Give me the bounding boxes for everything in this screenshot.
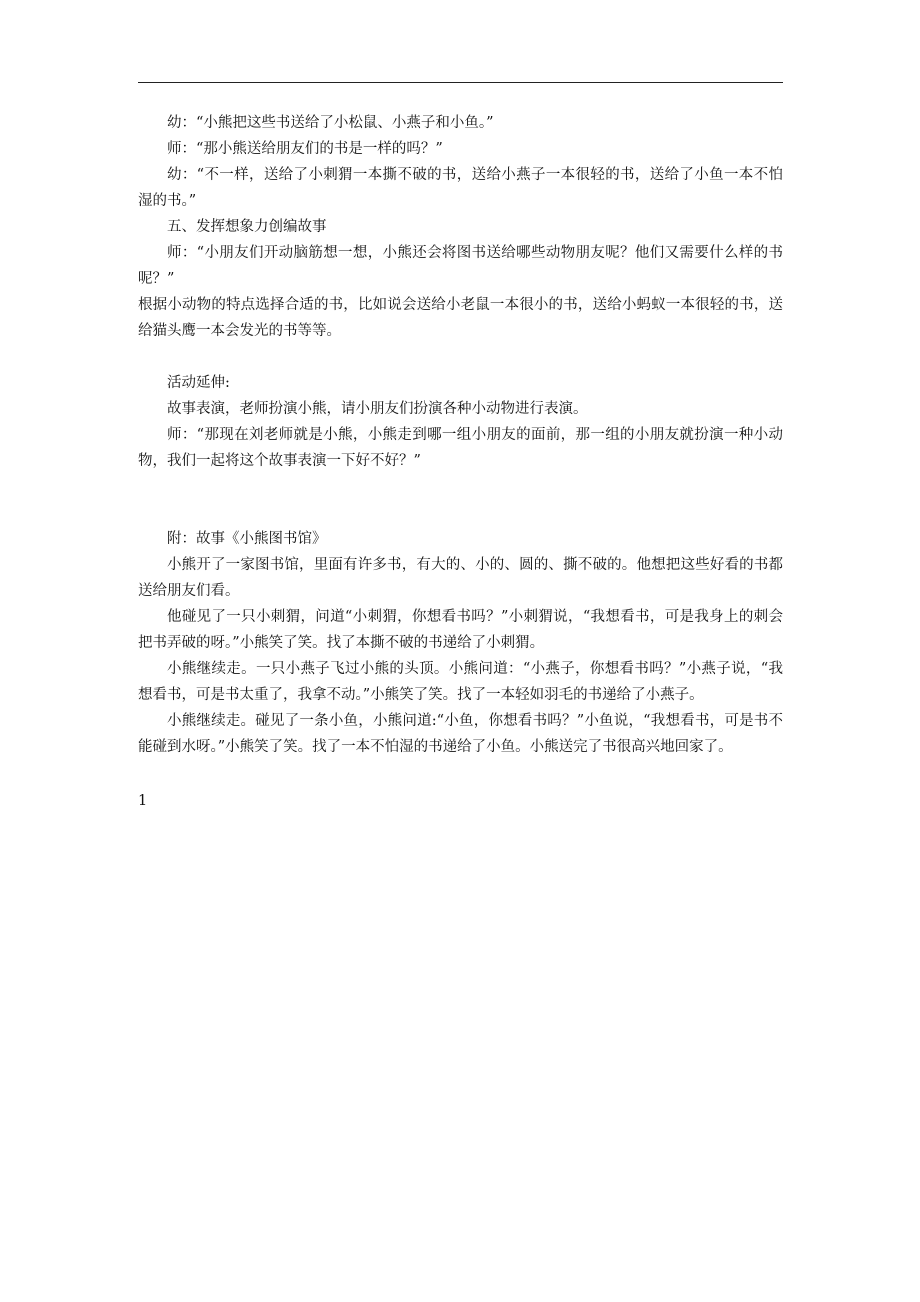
dialogue-teacher-1: 师：“那小熊送给朋友们的书是一样的吗？” xyxy=(167,141,443,157)
extension-heading: 活动延伸: xyxy=(167,375,230,391)
spacer xyxy=(138,474,783,526)
story-paragraph: 他碰见了一只小刺猬，问道“小刺猬，你想看书吗？”小刺猬说，“我想看书，可是我身上的刺会把书弄破的呀。”小熊笑了笑。找了本撕不破的书递给了小刺猬。 xyxy=(138,609,783,651)
section-heading-5: 五、发挥想象力创编故事 xyxy=(167,219,327,235)
activity-note: 根据小动物的特点选择合适的书，比如说会送给小老鼠一本很小的书，送给小蚂蚁一本很轻的书，送给猫头鹰一本会发光的书等等。 xyxy=(138,297,783,339)
extension-description: 故事表演，老师扮演小熊，请小朋友们扮演各种小动物进行表演。 xyxy=(167,401,588,417)
story-paragraph: 小熊继续走。一只小燕子飞过小熊的头顶。小熊问道：“小燕子，你想看书吗？”小燕子说，“我想看书，可是书太重了，我拿不动。”小熊笑了笑。找了一本轻如羽毛的书递给了小燕子。 xyxy=(138,661,783,703)
page-number: 1 xyxy=(138,793,148,809)
story-paragraph: 小熊开了一家图书馆，里面有许多书，有大的、小的、圆的、撕不破的。他想把这些好看的书都送给朋友们看。 xyxy=(138,557,783,599)
document-body xyxy=(138,110,783,760)
dialogue-teacher-2: 师：“小朋友们开动脑筋想一想，小熊还会将图书送给哪些动物朋友呢？他们又需要什么样的书呢？” xyxy=(138,245,783,287)
header-rule xyxy=(138,82,783,83)
dialogue-teacher-3: 师：“那现在刘老师就是小熊，小熊走到哪一组小朋友的面前，那一组的小朋友就扮演一种小动物，我们一起将这个故事表演一下好不好？” xyxy=(138,427,783,469)
spacer xyxy=(138,344,783,370)
appendix-heading: 附：故事《小熊图书馆》 xyxy=(167,531,327,547)
dialogue-child-2: 幼：“不一样，送给了小刺猬一本撕不破的书，送给小燕子一本很轻的书，送给了小鱼一本不怕湿的书。” xyxy=(138,167,783,209)
dialogue-child-1: 幼：“小熊把这些书送给了小松鼠、小燕子和小鱼。” xyxy=(167,115,494,131)
story-paragraph: 小熊继续走。碰见了一条小鱼，小熊问道:“小鱼，你想看书吗？”小鱼说，“我想看书，可是书不能碰到水呀。”小熊笑了笑。找了一本不怕湿的书递给了小鱼。小熊送完了书很高兴地回家了。 xyxy=(138,713,783,755)
